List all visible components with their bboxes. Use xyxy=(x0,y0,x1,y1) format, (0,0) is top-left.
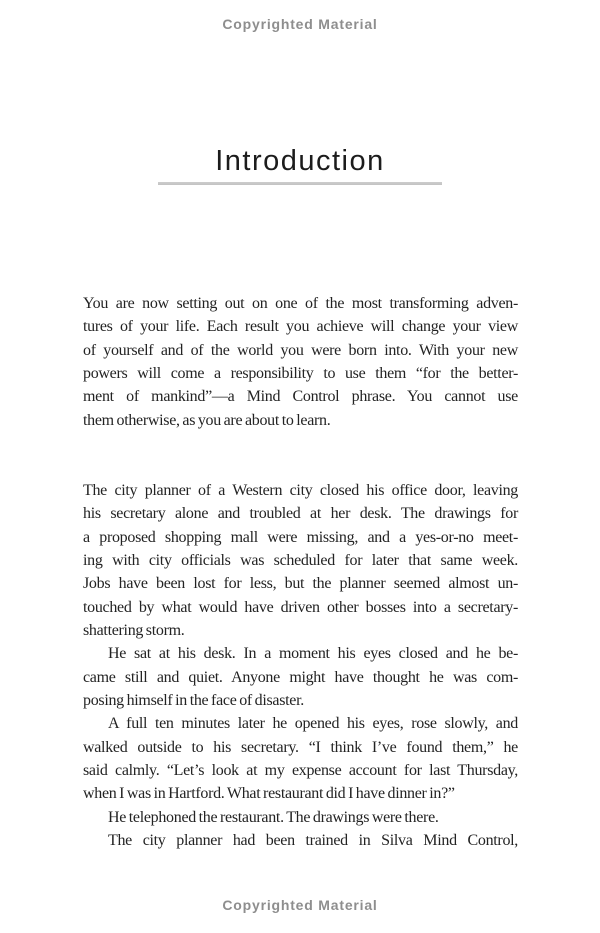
text-line: of yourself and of the world you were born into. With your new xyxy=(83,341,518,359)
paragraph xyxy=(83,806,518,829)
body-text xyxy=(83,292,518,852)
paragraph xyxy=(83,712,518,805)
text-line: A full ten minutes later he opened his eyes, rose slowly, and xyxy=(108,715,518,733)
text-line: a proposed shopping mall were missing, and a yes-or-no meet- xyxy=(83,528,518,546)
text-line: You are now setting out on one of the most transforming adven- xyxy=(83,295,518,312)
text-line: touched by what would have driven other bosses into a secretary- xyxy=(83,598,518,616)
text-line: ing with city officials was scheduled for later that same week. xyxy=(83,551,518,569)
text-line: The city planner had been trained in Silva Mind Control, xyxy=(108,831,518,849)
text-line: He telephoned the restaurant. The drawings were there. xyxy=(108,808,439,826)
text-line: The city planner of a Western city closed his office door, leaving xyxy=(83,481,518,499)
paragraph xyxy=(83,829,518,852)
paragraph xyxy=(83,292,518,432)
text-line: posing himself in the face of disaster. xyxy=(83,691,304,709)
text-line: his secretary alone and troubled at her desk. The drawings for xyxy=(83,505,518,523)
text-line: ment of mankind”—a Mind Control phrase. You cannot use xyxy=(83,388,518,406)
text-line: came still and quiet. Anyone might have thought he was com- xyxy=(83,668,518,686)
text-line: tures of your life. Each result you achieve will change your view xyxy=(83,318,518,336)
copyright-notice-top: Copyrighted Material xyxy=(222,16,378,32)
text-line: them otherwise, as you are about to learn. xyxy=(83,411,331,429)
copyright-notice-bottom: Copyrighted Material xyxy=(222,897,378,913)
text-line: He sat at his desk. In a moment his eyes closed and he be- xyxy=(108,645,518,663)
paragraph xyxy=(83,642,518,712)
text-line: shattering storm. xyxy=(83,621,185,639)
text-line: walked outside to his secretary. “I think I’ve found them,” he xyxy=(83,738,518,756)
text-line: Jobs have been lost for less, but the planner seemed almost un- xyxy=(83,575,518,593)
text-line: said calmly. “Let’s look at my expense account for last Thursday, xyxy=(83,761,518,779)
text-line: when I was in Hartford. What restaurant did I have dinner in?” xyxy=(83,785,455,803)
title-rule xyxy=(158,182,442,185)
paragraph xyxy=(83,479,518,642)
text-line: powers will come a responsibility to use them “for the better- xyxy=(83,364,518,382)
chapter-title: Introduction xyxy=(215,145,385,177)
